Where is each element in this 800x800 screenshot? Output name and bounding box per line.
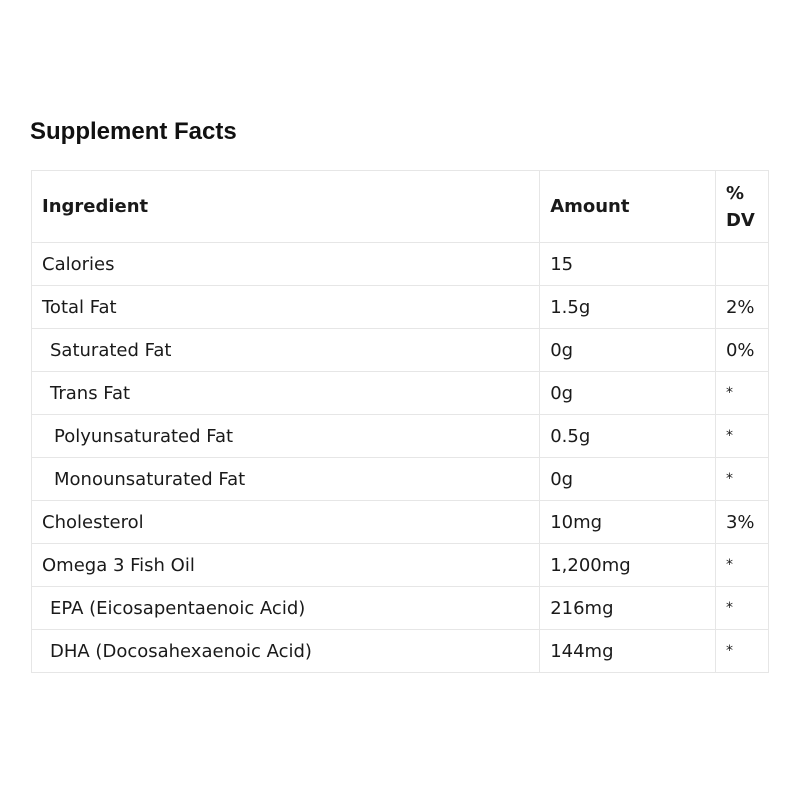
amount-cell: 0g bbox=[540, 458, 716, 501]
daily-value-cell: * bbox=[715, 415, 768, 458]
ingredient-cell: Trans Fat bbox=[32, 372, 540, 415]
daily-value-cell: * bbox=[715, 372, 768, 415]
daily-value-cell: 3% bbox=[715, 501, 768, 544]
table-row bbox=[32, 458, 769, 501]
daily-value-cell: 0% bbox=[715, 329, 768, 372]
amount-cell: 0g bbox=[540, 329, 716, 372]
amount-cell: 144mg bbox=[540, 630, 716, 673]
ingredient-cell: EPA (Eicosapentaenoic Acid) bbox=[32, 587, 540, 630]
ingredient-cell: Omega 3 Fish Oil bbox=[32, 544, 540, 587]
ingredient-cell: Calories bbox=[32, 243, 540, 286]
amount-cell: 0.5g bbox=[540, 415, 716, 458]
table-header-row bbox=[32, 171, 769, 243]
table-row bbox=[32, 372, 769, 415]
amount-cell: 10mg bbox=[540, 501, 716, 544]
ingredient-cell: Cholesterol bbox=[32, 501, 540, 544]
ingredient-cell: DHA (Docosahexaenoic Acid) bbox=[32, 630, 540, 673]
ingredient-cell: Monounsaturated Fat bbox=[32, 458, 540, 501]
daily-value-cell: 2% bbox=[715, 286, 768, 329]
amount-cell: 1,200mg bbox=[540, 544, 716, 587]
daily-value-cell: * bbox=[715, 630, 768, 673]
table-row bbox=[32, 544, 769, 587]
amount-cell: 15 bbox=[540, 243, 716, 286]
table-row bbox=[32, 243, 769, 286]
table-row bbox=[32, 329, 769, 372]
table-row bbox=[32, 587, 769, 630]
daily-value-cell: * bbox=[715, 458, 768, 501]
amount-cell: 1.5g bbox=[540, 286, 716, 329]
daily-value-cell: * bbox=[715, 587, 768, 630]
amount-cell: 216mg bbox=[540, 587, 716, 630]
table-row bbox=[32, 415, 769, 458]
daily-value-cell bbox=[715, 243, 768, 286]
supplement-facts-table bbox=[31, 170, 769, 673]
ingredient-cell: Polyunsaturated Fat bbox=[32, 415, 540, 458]
amount-cell: 0g bbox=[540, 372, 716, 415]
daily-value-column-header: % DV bbox=[715, 171, 768, 243]
ingredient-cell: Saturated Fat bbox=[32, 329, 540, 372]
page-title: Supplement Facts bbox=[30, 118, 237, 145]
amount-column-header: Amount bbox=[540, 171, 716, 243]
table-row bbox=[32, 630, 769, 673]
daily-value-cell: * bbox=[715, 544, 768, 587]
table-row bbox=[32, 501, 769, 544]
ingredient-cell: Total Fat bbox=[32, 286, 540, 329]
ingredient-column-header: Ingredient bbox=[32, 171, 540, 243]
table-row bbox=[32, 286, 769, 329]
